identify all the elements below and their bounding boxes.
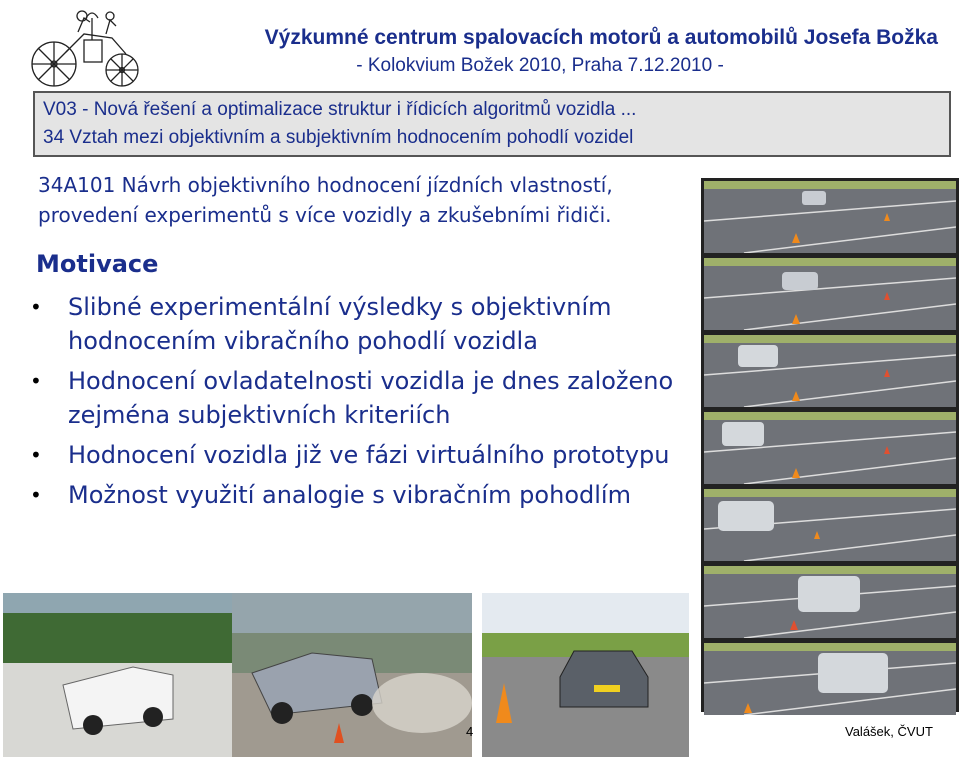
section-heading: Motivace xyxy=(36,250,159,278)
bullet-line: hodnocením vibračního pohodlí vozidla xyxy=(68,327,538,355)
photo-frame xyxy=(704,566,956,638)
bullet-line: Hodnocení vozidla již ve fázi virtuálního prototypu xyxy=(68,441,670,469)
photo-frame xyxy=(704,181,956,253)
topic-line-2: 34 Vztah mezi objektivním a subjektivním hodnocením pohodlí vozidel xyxy=(43,127,634,148)
lane-change-photo-sequence xyxy=(701,178,959,712)
topic-line-1: V03 - Nová řešení a optimalizace struktur i řídicích algoritmů vozidla ... xyxy=(43,99,637,120)
topic-box xyxy=(33,91,951,157)
bullet-item xyxy=(30,364,700,432)
bullet-item xyxy=(30,290,700,358)
header-subtitle: - Kolokvium Božek 2010, Praha 7.12.2010 - xyxy=(356,55,724,76)
photo-frame xyxy=(704,335,956,407)
steam-car-logo xyxy=(26,4,144,90)
author-fragment: Valášek, ČVUT xyxy=(845,724,933,739)
project-description xyxy=(38,170,613,230)
page-number-fragment: 4 xyxy=(466,724,474,739)
header-title: Výzkumné centrum spalovacích motorů a automobilů Josefa Božka xyxy=(264,26,938,49)
bullet-line: Možnost využití analogie s vibračním pohodlím xyxy=(68,481,631,509)
bullet-line: Slibné experimentální výsledky s objektivním xyxy=(68,293,612,321)
photo-frame xyxy=(704,412,956,484)
photo-silver-car-skid xyxy=(232,593,472,757)
bullet-dot-icon: • xyxy=(30,483,42,507)
bullet-dot-icon: • xyxy=(30,443,42,467)
photo-frame xyxy=(704,489,956,561)
bullet-list xyxy=(30,290,700,518)
bullet-line: zejména subjektivních kriteriích xyxy=(68,401,451,429)
photo-frame xyxy=(704,258,956,330)
bullet-item xyxy=(30,478,700,512)
photo-frame xyxy=(704,643,956,715)
photo-dark-car-cones xyxy=(482,593,689,757)
bullet-item xyxy=(30,438,700,472)
bullet-dot-icon: • xyxy=(30,295,42,319)
project-description-line-1: 34A101 Návrh objektivního hodnocení jízdních vlastností, xyxy=(38,173,613,197)
bullet-dot-icon: • xyxy=(30,369,42,393)
bullet-line: Hodnocení ovladatelnosti vozidla je dnes založeno xyxy=(68,367,674,395)
project-description-line-2: provedení experimentů s více vozidly a zkušebními řidiči. xyxy=(38,203,612,227)
